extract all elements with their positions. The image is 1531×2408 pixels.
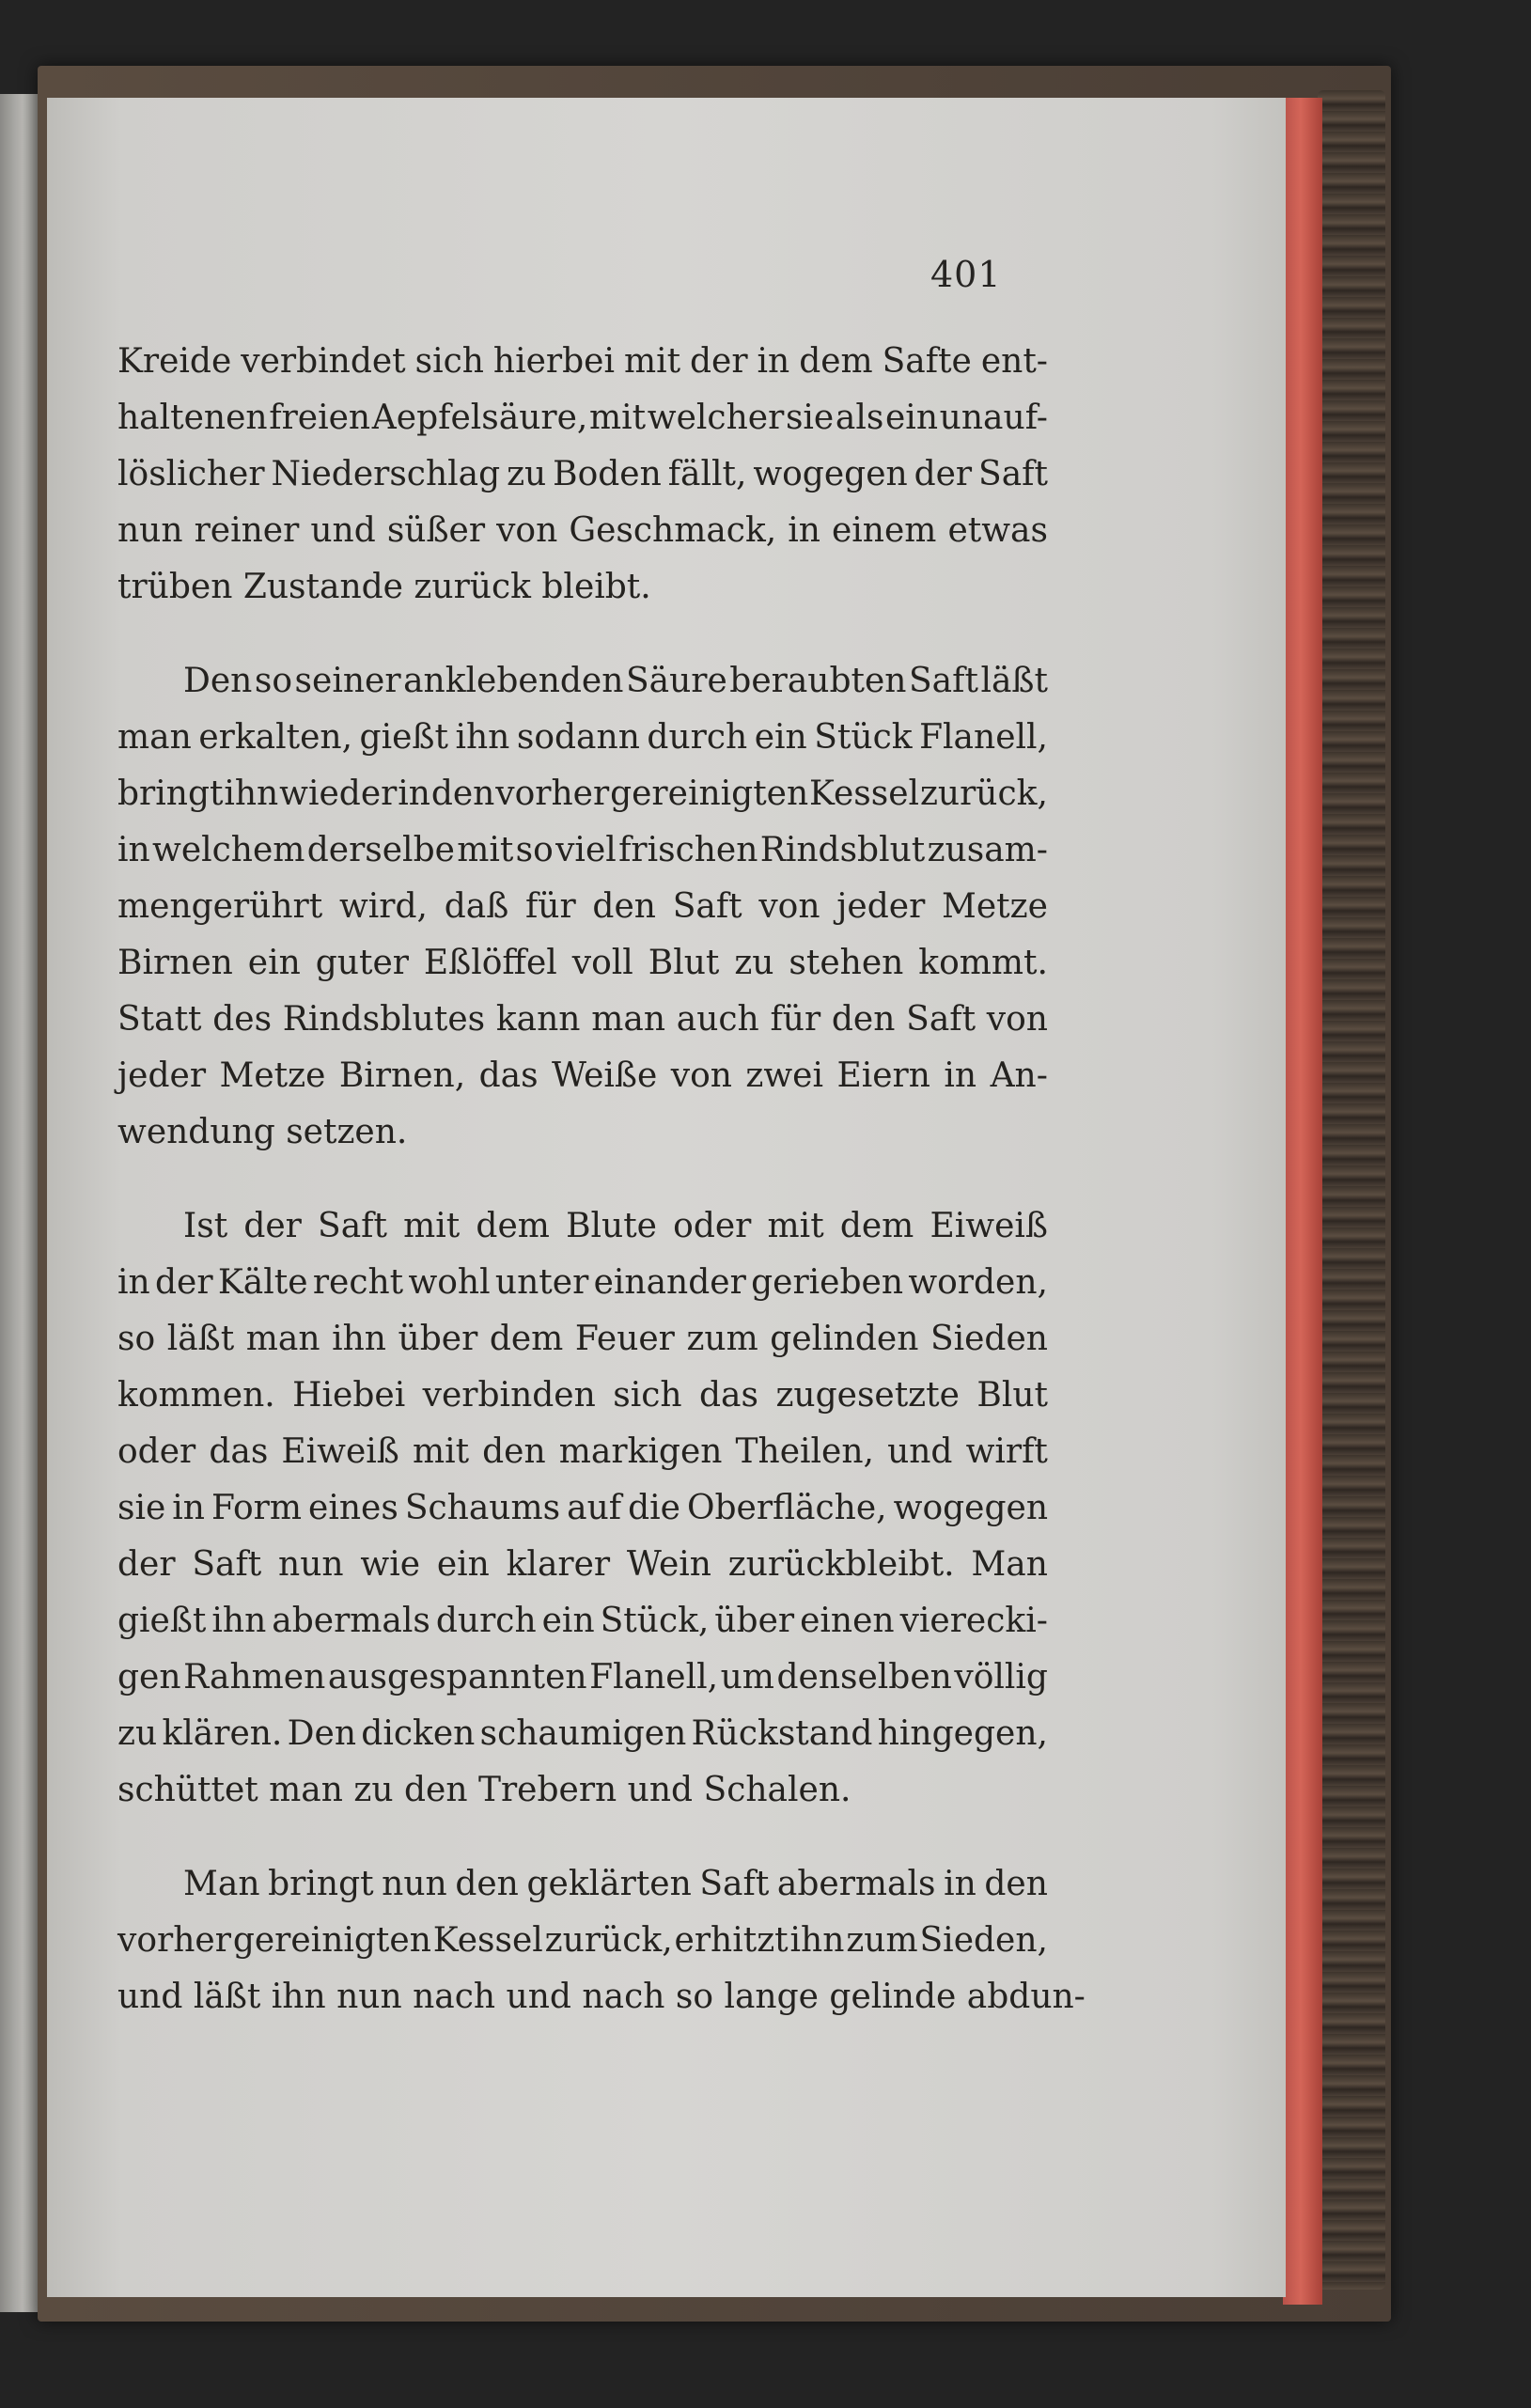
word: der — [155, 1263, 213, 1302]
word: Eiweiß — [281, 1432, 399, 1471]
word: Metze — [942, 887, 1048, 926]
word: Oberfläche, — [686, 1489, 887, 1527]
word: jeder — [836, 887, 926, 926]
word: Kessel — [809, 774, 920, 813]
paragraph — [117, 334, 1048, 616]
word: sie — [785, 399, 835, 437]
word: geklärten — [526, 1865, 692, 1903]
word: des — [212, 1000, 273, 1039]
text-line — [117, 1593, 1048, 1650]
word: gelinden — [770, 1320, 919, 1358]
text-line — [117, 1480, 1048, 1537]
word: in — [944, 1865, 976, 1903]
word: Blut — [976, 1376, 1048, 1415]
word: gen — [117, 1658, 181, 1697]
word: schaumigen — [479, 1714, 687, 1753]
word: ihn — [789, 1921, 845, 1960]
word: Schaums — [404, 1489, 561, 1527]
word: kann — [495, 1000, 581, 1039]
word: Aepfelsäure, — [371, 399, 588, 437]
word: guter — [315, 944, 409, 982]
word: voll — [571, 944, 633, 982]
word: mengerührt — [117, 887, 323, 926]
word: Kessel — [432, 1921, 543, 1960]
word: Saft — [909, 662, 978, 700]
word: ein — [754, 718, 807, 757]
word: so — [515, 831, 554, 869]
word: denselben — [776, 1658, 952, 1697]
word: zu — [734, 944, 774, 982]
word: gerieben — [751, 1263, 904, 1302]
red-page-edge — [1283, 98, 1322, 2305]
text-line — [117, 503, 1048, 559]
word: Metze — [219, 1056, 326, 1095]
word: zusam- — [927, 831, 1048, 869]
page-text — [117, 334, 1086, 2025]
word: und — [887, 1432, 953, 1471]
word: Stück — [814, 718, 913, 757]
word: anklebenden — [403, 662, 624, 700]
word: Blute — [566, 1207, 657, 1245]
word: der — [914, 455, 973, 493]
word: Rindsblutes — [282, 1000, 486, 1039]
word: ihn — [211, 1602, 267, 1640]
text-line — [117, 390, 1048, 446]
word: kommen. — [117, 1376, 275, 1415]
word: ein — [436, 1545, 490, 1584]
text-line — [117, 1913, 1048, 1969]
text-line — [117, 1424, 1048, 1480]
text-line: wendung setzen. — [117, 1113, 408, 1151]
word: mit — [403, 1207, 461, 1245]
word: unauf- — [939, 399, 1048, 437]
word: zum — [846, 1921, 918, 1960]
word: über — [714, 1602, 795, 1640]
paragraph — [117, 1198, 1048, 1819]
word: bringt — [117, 774, 224, 813]
word: zugesetzte — [775, 1376, 960, 1415]
text-line — [117, 1537, 1048, 1593]
word: Säure — [625, 662, 727, 700]
word: hingegen, — [877, 1714, 1048, 1753]
word: mit — [412, 1432, 470, 1471]
text-line — [117, 710, 1048, 766]
word: welcher — [647, 399, 785, 437]
word: der — [243, 1207, 302, 1245]
word: vierecki- — [899, 1602, 1048, 1640]
word: hierbei — [492, 342, 615, 381]
word: zum — [686, 1320, 758, 1358]
word: mit — [623, 342, 681, 381]
word: gießt — [359, 718, 448, 757]
word: löslicher — [117, 455, 265, 493]
word: von — [986, 1000, 1048, 1039]
word: Niederschlag — [271, 455, 501, 493]
word: läßt — [166, 1320, 235, 1358]
word: kommt. — [918, 944, 1048, 982]
word: welchem — [152, 831, 305, 869]
word: Stück, — [600, 1602, 710, 1640]
word: klären. — [162, 1714, 283, 1753]
word: das — [478, 1056, 539, 1095]
text-line — [117, 1311, 1048, 1368]
word: Sieden — [930, 1320, 1048, 1358]
word: recht — [312, 1263, 404, 1302]
word: Saft — [906, 1000, 976, 1039]
paragraph-gap — [117, 1161, 1048, 1198]
word: Sieden, — [919, 1921, 1048, 1960]
word: Man — [183, 1865, 260, 1903]
word: dem — [799, 342, 873, 381]
word: Saft — [672, 887, 742, 926]
word: sich — [414, 342, 484, 381]
word: auf — [567, 1489, 622, 1527]
word: völlig — [954, 1658, 1048, 1697]
word: Saft — [192, 1545, 262, 1584]
word: Statt — [117, 1000, 202, 1039]
word: Birnen — [117, 944, 233, 982]
word: eines — [308, 1489, 398, 1527]
text-line — [117, 935, 1048, 992]
word: den — [831, 1000, 896, 1039]
word: ihn — [224, 774, 279, 813]
text-line — [117, 766, 1048, 822]
text-line — [117, 653, 1048, 710]
word: ein — [247, 944, 301, 982]
word: fällt, — [667, 455, 747, 493]
paragraph-gap — [117, 1819, 1048, 1856]
word: erhitzt — [674, 1921, 789, 1960]
text-line — [117, 1198, 1048, 1255]
word: jeder — [117, 1056, 207, 1095]
word: zurück, — [544, 1921, 673, 1960]
word: etwas — [947, 511, 1048, 550]
word: verbindet — [241, 342, 406, 381]
word: oder — [117, 1432, 196, 1471]
page-number: 401 — [930, 254, 1002, 295]
word: auch — [676, 1000, 759, 1039]
word: gereinigten — [610, 774, 809, 813]
word: zwei — [745, 1056, 823, 1095]
word: ent- — [980, 342, 1048, 381]
word: in — [757, 342, 790, 381]
word: von — [496, 511, 558, 550]
text-line — [117, 1255, 1048, 1311]
word: wie — [360, 1545, 421, 1584]
text-line — [117, 334, 1048, 390]
word: nun — [117, 511, 183, 550]
word: man — [591, 1000, 666, 1039]
word: markigen — [558, 1432, 723, 1471]
word: in — [788, 511, 820, 550]
word: Geschmack, — [569, 511, 777, 550]
word: Saft — [318, 1207, 387, 1245]
word: freien — [269, 399, 371, 437]
word: den — [592, 887, 656, 926]
word: verbinden — [422, 1376, 596, 1415]
word: als — [835, 399, 884, 437]
text-line — [117, 992, 1048, 1048]
word: in — [117, 1263, 150, 1302]
word: für — [524, 887, 576, 926]
word: Form — [211, 1489, 303, 1527]
word: worden, — [908, 1263, 1048, 1302]
word: zurück, — [919, 774, 1048, 813]
word: von — [758, 887, 820, 926]
word: läßt — [980, 662, 1048, 700]
word: zu — [507, 455, 547, 493]
text-line — [117, 1368, 1048, 1424]
word: Rindsblut — [759, 831, 926, 869]
word: derselbe — [306, 831, 455, 869]
word: frischen — [618, 831, 758, 869]
word: Ist — [183, 1207, 228, 1245]
word: Rahmen — [183, 1658, 326, 1697]
paragraph — [117, 1856, 1086, 2025]
word: Flanell, — [589, 1658, 719, 1697]
word: den — [430, 774, 495, 813]
word: für — [770, 1000, 821, 1039]
word: daß — [444, 887, 509, 926]
word: ein — [885, 399, 939, 437]
word: süßer — [386, 511, 486, 550]
word: Eiweiß — [930, 1207, 1048, 1245]
word: das — [209, 1432, 269, 1471]
word: mit — [457, 831, 514, 869]
previous-page-edge — [0, 94, 38, 2312]
word: bringt — [268, 1865, 374, 1903]
word: so — [117, 1320, 156, 1358]
word: ihn — [455, 718, 510, 757]
text-line: trüben Zustande zurück bleibt. — [117, 568, 651, 606]
word: wogegen — [893, 1489, 1048, 1527]
word: Eßlöffel — [423, 944, 557, 982]
word: stehen — [789, 944, 904, 982]
word: nun — [382, 1865, 447, 1903]
text-line: und läßt ihn nun nach und nach so lange gelinde abdun- — [117, 1978, 1086, 2016]
word: in — [172, 1489, 205, 1527]
word: abermals — [776, 1865, 936, 1903]
text-line — [117, 879, 1048, 935]
word: mit — [589, 399, 647, 437]
word: seiner — [294, 662, 401, 700]
word: Eiern — [836, 1056, 930, 1095]
word: dem — [476, 1207, 550, 1245]
word: dem — [489, 1320, 564, 1358]
word: so — [254, 662, 293, 700]
word: Feuer — [574, 1320, 675, 1358]
word: über — [398, 1320, 478, 1358]
word: Flanell, — [919, 718, 1048, 757]
word: abermals — [272, 1602, 430, 1640]
word: sich — [613, 1376, 682, 1415]
word: sie — [117, 1489, 166, 1527]
word: Blut — [648, 944, 720, 982]
word: in — [117, 831, 150, 869]
word: haltenen — [117, 399, 268, 437]
word: einander — [593, 1263, 746, 1302]
word: Wein — [626, 1545, 711, 1584]
word: durch — [647, 718, 748, 757]
word: zu — [117, 1714, 158, 1753]
word: vorher — [495, 774, 610, 813]
word: Den — [287, 1714, 357, 1753]
word: der — [690, 342, 748, 381]
word: sodann — [516, 718, 640, 757]
word: Rückstand — [691, 1714, 873, 1753]
paragraph-gap — [117, 616, 1048, 653]
word: vorher — [117, 1921, 231, 1960]
word: wirft — [965, 1432, 1048, 1471]
text-line — [117, 1048, 1048, 1104]
word: Hiebei — [292, 1376, 406, 1415]
word: beraubten — [729, 662, 907, 700]
word: ihn — [332, 1320, 386, 1358]
word: Den — [183, 662, 253, 700]
word: man — [117, 718, 192, 757]
word: Theilen, — [735, 1432, 874, 1471]
word: einen — [800, 1602, 895, 1640]
word: Kreide — [117, 342, 232, 381]
book-spine-edge — [1318, 90, 1385, 2290]
word: An- — [990, 1056, 1048, 1095]
word: die — [628, 1489, 680, 1527]
word: oder — [673, 1207, 752, 1245]
word: gereinigten — [232, 1921, 431, 1960]
text-line: schüttet man zu den Trebern und Schalen. — [117, 1771, 851, 1809]
word: ausgespannten — [327, 1658, 587, 1697]
word: mit — [767, 1207, 824, 1245]
word: viel — [555, 831, 617, 869]
text-line — [117, 1856, 1048, 1913]
word: erkalten, — [198, 718, 353, 757]
word: das — [699, 1376, 758, 1415]
word: von — [670, 1056, 732, 1095]
text-line — [117, 446, 1048, 503]
word: dem — [839, 1207, 914, 1245]
word: nun — [278, 1545, 344, 1584]
word: Safte — [882, 342, 972, 381]
word: in — [398, 774, 430, 813]
word: den — [984, 1865, 1048, 1903]
paragraph — [117, 653, 1048, 1161]
word: Birnen, — [338, 1056, 466, 1095]
word: Weiße — [552, 1056, 658, 1095]
word: ein — [541, 1602, 595, 1640]
word: den — [482, 1432, 546, 1471]
word: der — [117, 1545, 176, 1584]
word: in — [944, 1056, 977, 1095]
word: den — [455, 1865, 519, 1903]
word: zurückbleibt. — [727, 1545, 955, 1584]
word: Kälte — [217, 1263, 308, 1302]
word: Saft — [978, 455, 1048, 493]
word: und — [310, 511, 376, 550]
word: wogegen — [753, 455, 908, 493]
word: Man — [971, 1545, 1048, 1584]
text-line — [117, 822, 1048, 879]
word: Boden — [553, 455, 662, 493]
word: reiner — [194, 511, 300, 550]
word: wird, — [338, 887, 428, 926]
word: Saft — [699, 1865, 770, 1903]
word: dicken — [361, 1714, 476, 1753]
word: unter — [494, 1263, 589, 1302]
word: durch — [435, 1602, 537, 1640]
word: wieder — [279, 774, 398, 813]
word: klarer — [506, 1545, 611, 1584]
word: gießt — [117, 1602, 207, 1640]
text-line — [117, 1650, 1048, 1706]
word: man — [245, 1320, 320, 1358]
text-line — [117, 1706, 1048, 1762]
word: wohl — [408, 1263, 491, 1302]
word: um — [720, 1658, 774, 1697]
word: einem — [831, 511, 937, 550]
